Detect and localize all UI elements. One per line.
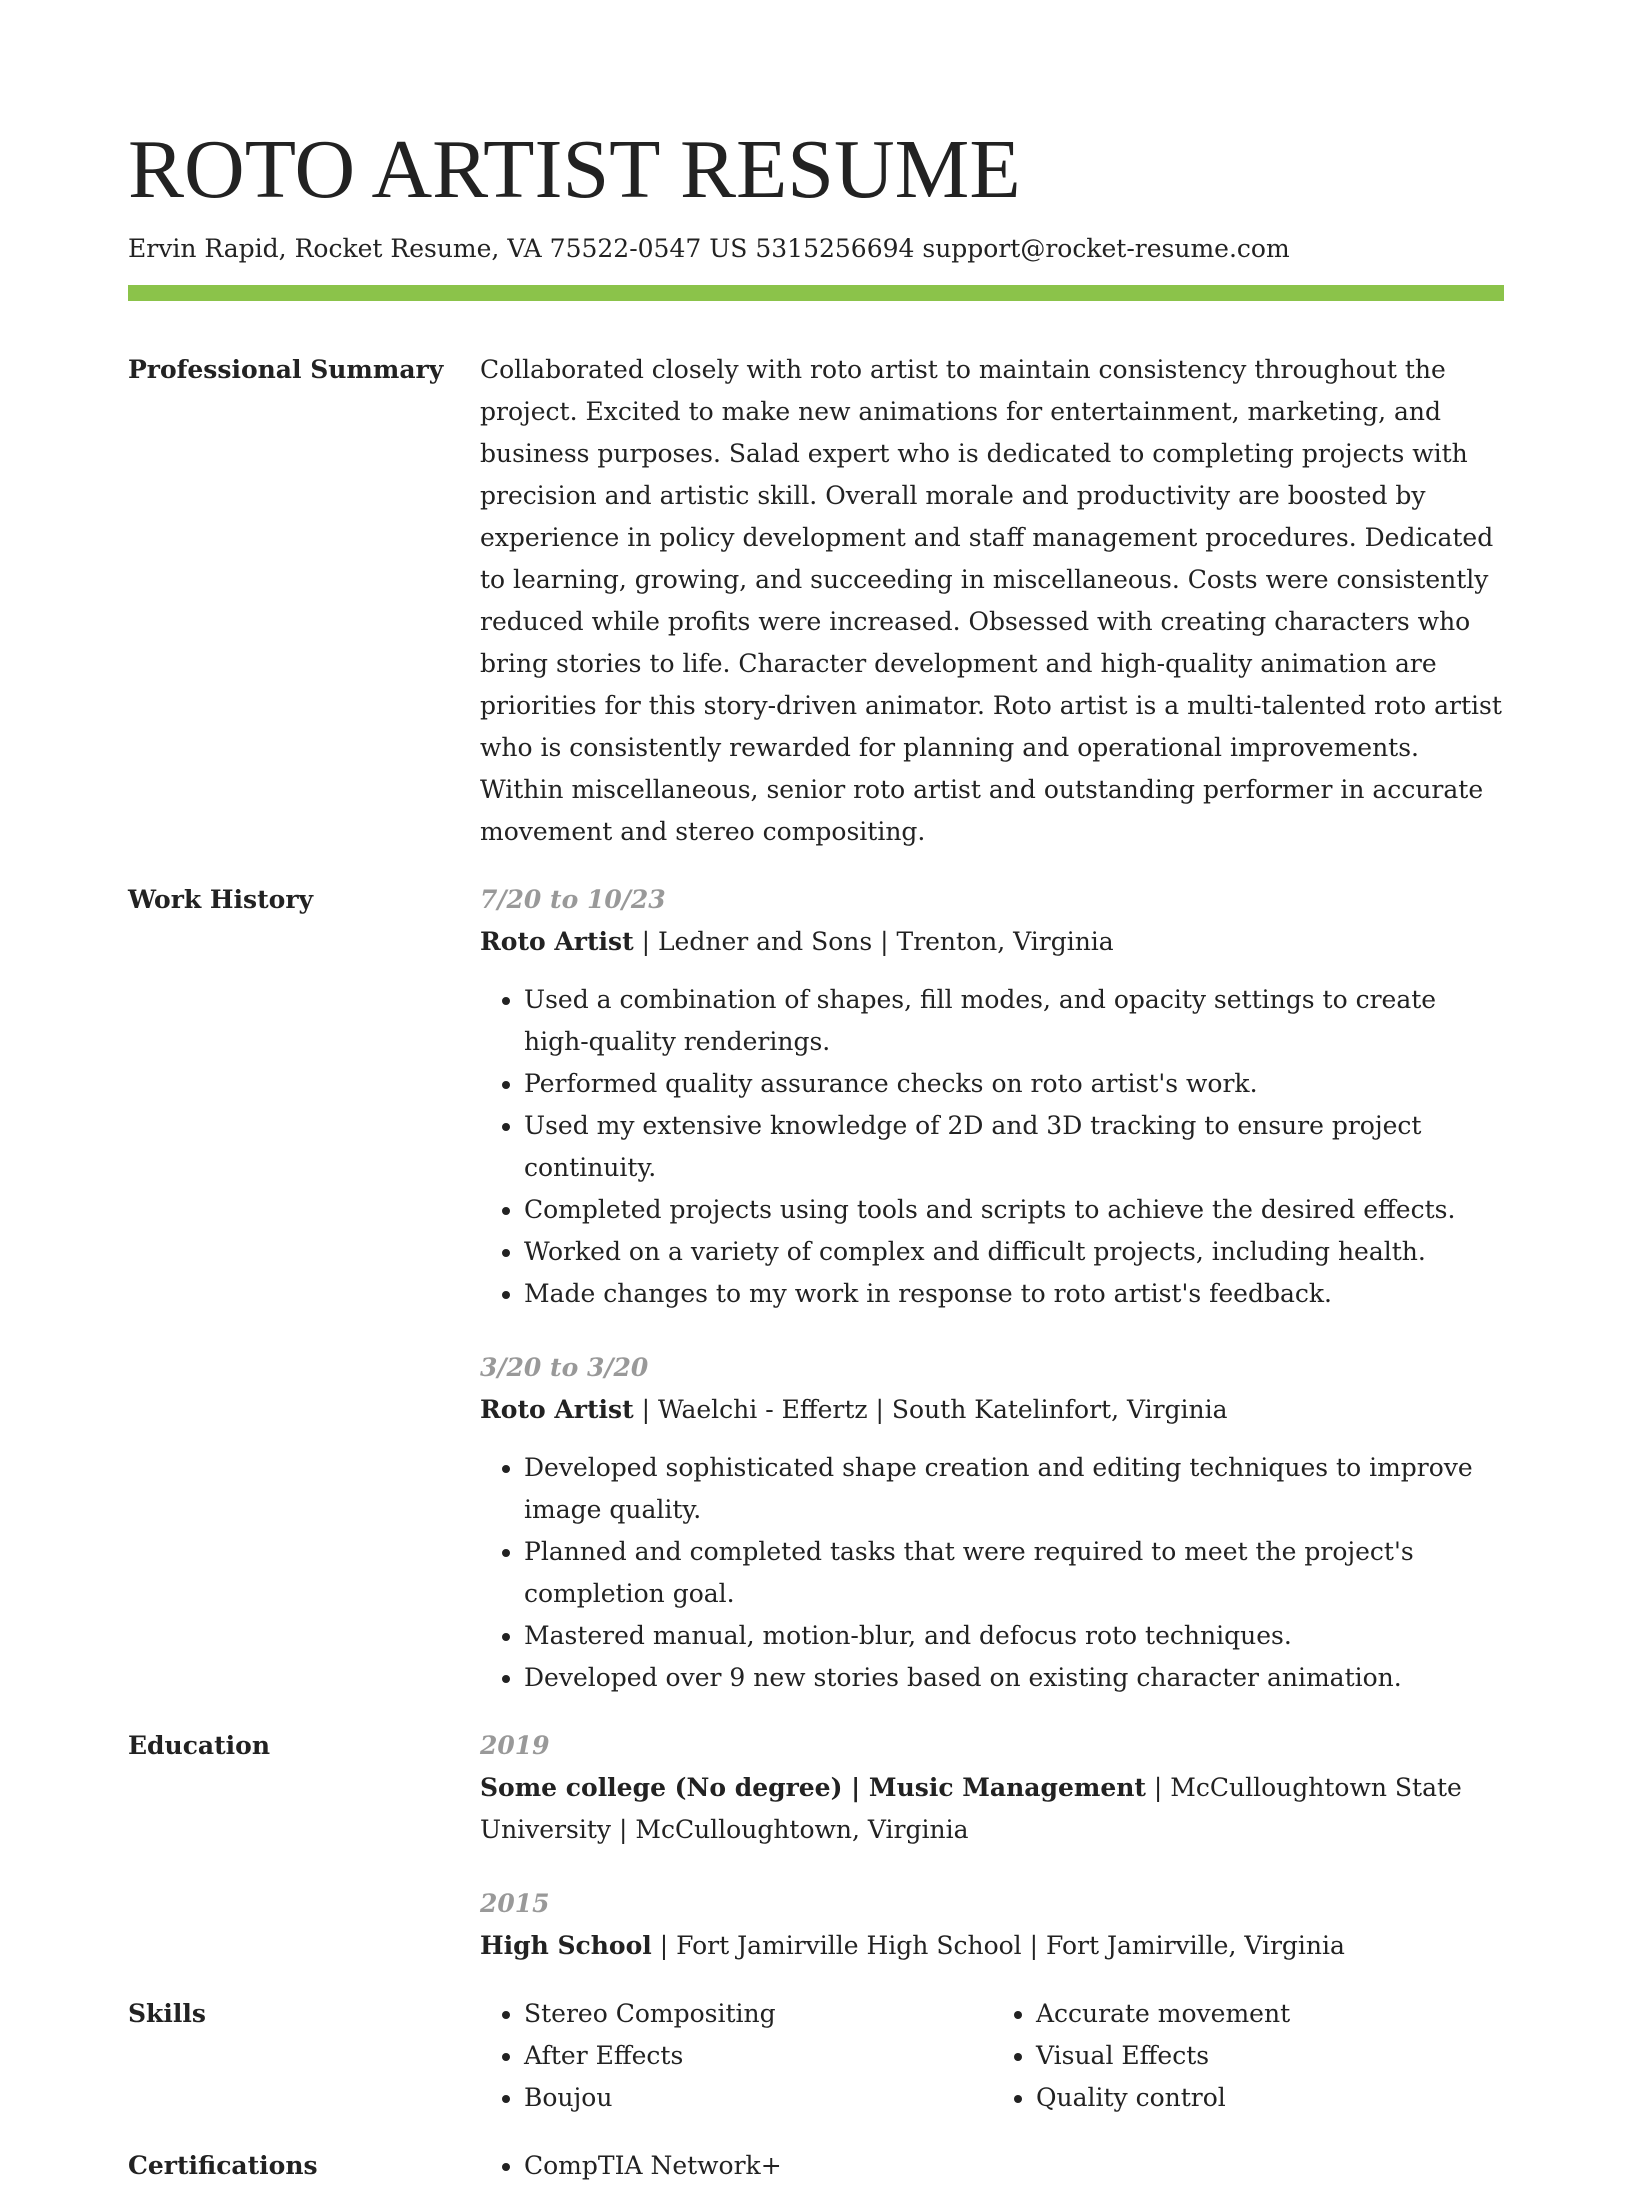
skill-item: • Stereo Compositing — [524, 1993, 992, 2035]
job-bullet: • Used a combination of shapes, fill modes, and opacity settings to create high-quality renderings. — [524, 979, 1504, 1063]
education-entry — [480, 1725, 1504, 1851]
job-entry — [480, 1347, 1504, 1699]
summary-text: Collaborated closely with roto artist to maintain consistency throughout the project. Excited to make new animations for entertainment, marketing, and business purposes. Salad expert who is dedicated to completing projects with precision and artistic skill. Overall morale and productivity are boosted by experience in policy development and staff management procedures. Dedicated to learning, growing, and succeeding in miscellaneous. Costs were consistently reduced while profits were increased. Obsessed with creating characters who bring stories to life. Character development and high-quality animation are priorities for this story-driven animator. Roto artist is a multi-talented roto artist who is consistently rewarded for planning and operational improvements. Within miscellaneous, senior roto artist and outstanding performer in accurate movement and stereo compositing. — [480, 355, 1502, 846]
section-label: Work History — [128, 885, 314, 914]
education-entry — [480, 1883, 1504, 1967]
job-details: | Waelchi - Effertz | South Katelinfort, Virginia — [633, 1395, 1228, 1424]
job-bullets — [480, 979, 1504, 1315]
job-entry — [480, 879, 1504, 1315]
education-degree: Some college (No degree) | Music Management — [480, 1773, 1146, 1802]
job-bullet: • Performed quality assurance checks on roto artist's work. — [524, 1063, 1504, 1105]
job-title: Roto Artist — [480, 927, 634, 956]
contact-line: Ervin Rapid, Rocket Resume, VA 75522-0547 US 5315256694 support@rocket-resume.com — [128, 234, 1290, 263]
education-details: | McCulloughtown State University | McCulloughtown, Virginia — [480, 1773, 1462, 1844]
education-details: | Fort Jamirville High School | Fort Jamirville, Virginia — [651, 1931, 1345, 1960]
job-bullet: • Developed sophisticated shape creation and editing techniques to improve image quality. — [524, 1447, 1504, 1531]
section-skills — [128, 1993, 1504, 2119]
job-dates: 3/20 to 3/20 — [480, 1353, 649, 1382]
section-label: Education — [128, 1731, 271, 1760]
job-bullet: • Completed projects using tools and scripts to achieve the desired effects. — [524, 1189, 1504, 1231]
resume-content — [128, 349, 1504, 2187]
job-bullet: • Used my extensive knowledge of 2D and 3D tracking to ensure project continuity. — [524, 1105, 1504, 1189]
section-education — [128, 1725, 1504, 1967]
certification-item: • CompTIA Network+ — [524, 2145, 1504, 2187]
education-year: 2019 — [480, 1731, 550, 1760]
skill-item: • Boujou — [524, 2077, 992, 2119]
job-dates: 7/20 to 10/23 — [480, 885, 666, 914]
job-bullet: • Made changes to my work in response to roto artist's feedback. — [524, 1273, 1504, 1315]
job-bullet: • Planned and completed tasks that were required to meet the project's completion goal. — [524, 1531, 1504, 1615]
skill-item: • Quality control — [1036, 2077, 1504, 2119]
job-details: | Ledner and Sons | Trenton, Virginia — [633, 927, 1114, 956]
job-bullets — [480, 1447, 1504, 1699]
skills-columns — [480, 1993, 1504, 2119]
job-bullet: • Mastered manual, motion-blur, and defocus roto techniques. — [524, 1615, 1504, 1657]
certification-list — [480, 2145, 1504, 2187]
skills-column-1 — [480, 1993, 992, 2119]
job-heading — [480, 1389, 1504, 1431]
education-heading — [480, 1925, 1504, 1967]
education-year: 2015 — [480, 1889, 550, 1918]
accent-divider — [128, 285, 1504, 301]
job-bullet: • Worked on a variety of complex and difficult projects, including health. — [524, 1231, 1504, 1273]
section-certifications — [128, 2145, 1504, 2187]
job-heading — [480, 921, 1504, 963]
section-work-history — [128, 879, 1504, 1699]
resume-title: ROTO ARTIST RESUME — [128, 123, 1021, 216]
skill-item: • After Effects — [524, 2035, 992, 2077]
skills-column-2 — [992, 1993, 1504, 2119]
section-professional-summary — [128, 349, 1504, 853]
skill-item: • Visual Effects — [1036, 2035, 1504, 2077]
section-label: Skills — [128, 1999, 206, 2028]
job-bullet: • Developed over 9 new stories based on existing character animation. — [524, 1657, 1504, 1699]
job-title: Roto Artist — [480, 1395, 634, 1424]
skill-item: • Accurate movement — [1036, 1993, 1504, 2035]
section-label: Certifications — [128, 2151, 318, 2180]
section-label: Professional Summary — [128, 355, 444, 384]
education-heading — [480, 1767, 1504, 1851]
education-degree: High School — [480, 1931, 652, 1960]
